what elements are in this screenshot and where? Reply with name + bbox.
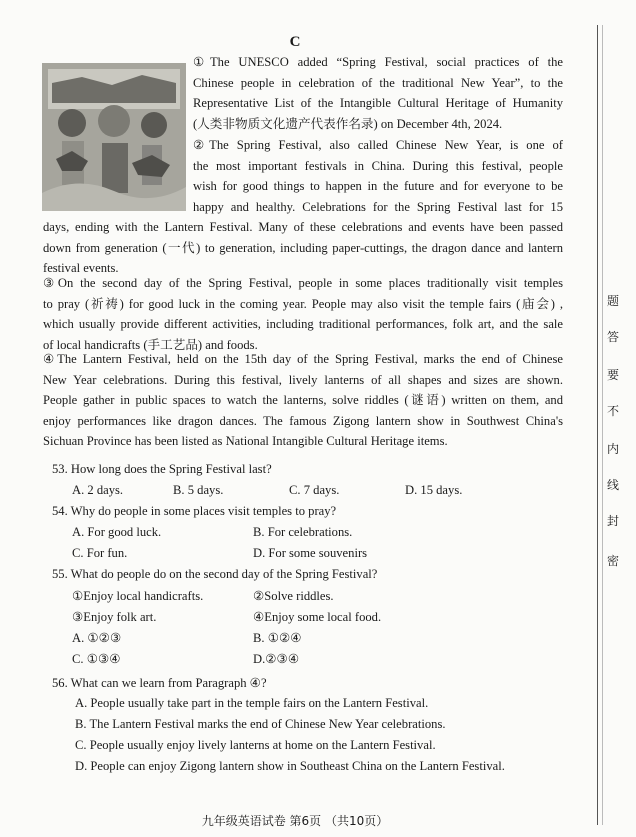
paragraph-line: which usually provide different activities, including traditional performances, folk art, and the sale	[43, 317, 563, 332]
binding-line	[597, 25, 598, 825]
paragraph-line: ③On the second day of the Spring Festival, people in some places traditionally visit temples	[43, 276, 563, 290]
paragraph-2	[193, 135, 563, 217]
question-54-option-d[interactable]: D. For some souvenirs	[253, 546, 368, 560]
paragraph-line: festival events.	[43, 261, 119, 276]
paragraph-line: People gather in public spaces to watch the lanterns, solve riddles (谜语) written on them, and	[43, 393, 563, 408]
question-55-option-a[interactable]: A. ①②③	[72, 631, 122, 645]
paragraph-line: ②The Spring Festival, also called Chinese New Year, is one of	[193, 138, 563, 152]
question-55-item-1: ①Enjoy local handicrafts.	[72, 589, 204, 603]
paragraph-line: of local handicrafts (手工艺品) and foods.	[43, 337, 258, 352]
paragraph-line: wish for good things to happen in the future and for everyone to be	[193, 179, 563, 194]
question-56-stem: 56. What can we learn from Paragraph ④?	[52, 676, 267, 690]
question-54-option-a[interactable]: A. For good luck.	[72, 525, 162, 539]
paragraph-line: New Year celebrations. During this festival, lively lanterns of all shapes and sizes are shown.	[43, 372, 563, 387]
margin-char: 封	[606, 514, 619, 528]
paragraph-line: down from generation (一代) to generation, including paper-cuttings, the dragon dance and lantern	[43, 240, 563, 255]
binding-line-inner	[602, 25, 603, 825]
paragraph-4	[43, 349, 563, 452]
question-56-option-c[interactable]: C. People usually enjoy lively lanterns at home on the Lantern Festival.	[75, 738, 436, 752]
paragraph-line: to pray (祈祷) for good luck in the coming year. People may also visit the temple fairs (庙会) ,	[43, 296, 563, 311]
question-56-option-d[interactable]: D. People can enjoy Zigong lantern show in Southeast China on the Lantern Festival.	[75, 759, 505, 773]
question-55-item-4: ④Enjoy some local food.	[253, 610, 382, 624]
paragraph-line: the most important festivals in China. During this festival, people	[193, 158, 563, 173]
margin-char: 题	[606, 294, 619, 308]
question-55-item-2: ②Solve riddles.	[253, 589, 334, 603]
question-54-stem: 54. Why do people in some places visit temples to pray?	[52, 504, 337, 518]
paragraph-line: Chinese people in celebration of the traditional New Year”, to the	[193, 75, 563, 90]
paragraph-3	[43, 273, 563, 355]
question-53-stem: 53. How long does the Spring Festival last?	[52, 462, 272, 476]
paragraph-line: ④The Lantern Festival, held on the 15th day of the Spring Festival, marks the end of Chinese	[43, 352, 563, 366]
question-53-option-a[interactable]: A. 2 days.	[72, 483, 124, 497]
paragraph-line: Representative List of the Intangible Cultural Heritage of Humanity	[193, 96, 563, 111]
margin-char: 内	[606, 442, 619, 456]
question-53-option-c[interactable]: C. 7 days.	[289, 483, 340, 497]
margin-char: 答	[606, 330, 619, 344]
paragraph-line: days, ending with the Lantern Festival. Many of these celebrations and events have been passed	[43, 220, 563, 234]
paragraph-line: ①The UNESCO added “Spring Festival, social practices of the	[193, 55, 563, 69]
question-56-option-b[interactable]: B. The Lantern Festival marks the end of Chinese New Year celebrations.	[75, 717, 446, 731]
margin-char: 要	[606, 368, 619, 382]
paragraph-line: (人类非物质文化遗产代表作名录) on December 4th, 2024.	[193, 116, 503, 131]
question-55-option-c[interactable]: C. ①③④	[72, 652, 121, 666]
page-footer: 九年级英语试卷 第6页 （共10页）	[201, 814, 389, 828]
margin-char: 线	[606, 478, 619, 492]
paragraph-line: enjoy performances like dragon dances. The famous Zigong lantern show in Southwest China's	[43, 413, 563, 428]
margin-char: 密	[606, 554, 619, 568]
paragraph-2-continued	[43, 217, 563, 279]
question-55-option-b[interactable]: B. ①②④	[253, 631, 302, 645]
section-letter: C	[289, 34, 301, 50]
question-53-option-d[interactable]: D. 15 days.	[405, 483, 463, 497]
question-54-option-b[interactable]: B. For celebrations.	[253, 525, 353, 539]
paragraph-line: happy and healthy. Celebrations for the Spring Festival last for 15	[193, 199, 563, 214]
festival-photo	[42, 63, 186, 211]
margin-char: 不	[606, 404, 619, 418]
question-56-option-a[interactable]: A. People usually take part in the temple fairs on the Lantern Festival.	[75, 696, 429, 710]
question-55-item-3: ③Enjoy folk art.	[72, 610, 157, 624]
paragraph-1	[193, 52, 563, 134]
question-55-stem: 55. What do people do on the second day of the Spring Festival?	[52, 567, 378, 581]
paragraph-line: Sichuan Province has been listed as National Intangible Cultural Heritage items.	[43, 434, 448, 449]
question-55-option-d[interactable]: D.②③④	[253, 652, 300, 666]
question-53-option-b[interactable]: B. 5 days.	[173, 483, 224, 497]
question-54-option-c[interactable]: C. For fun.	[72, 546, 128, 560]
